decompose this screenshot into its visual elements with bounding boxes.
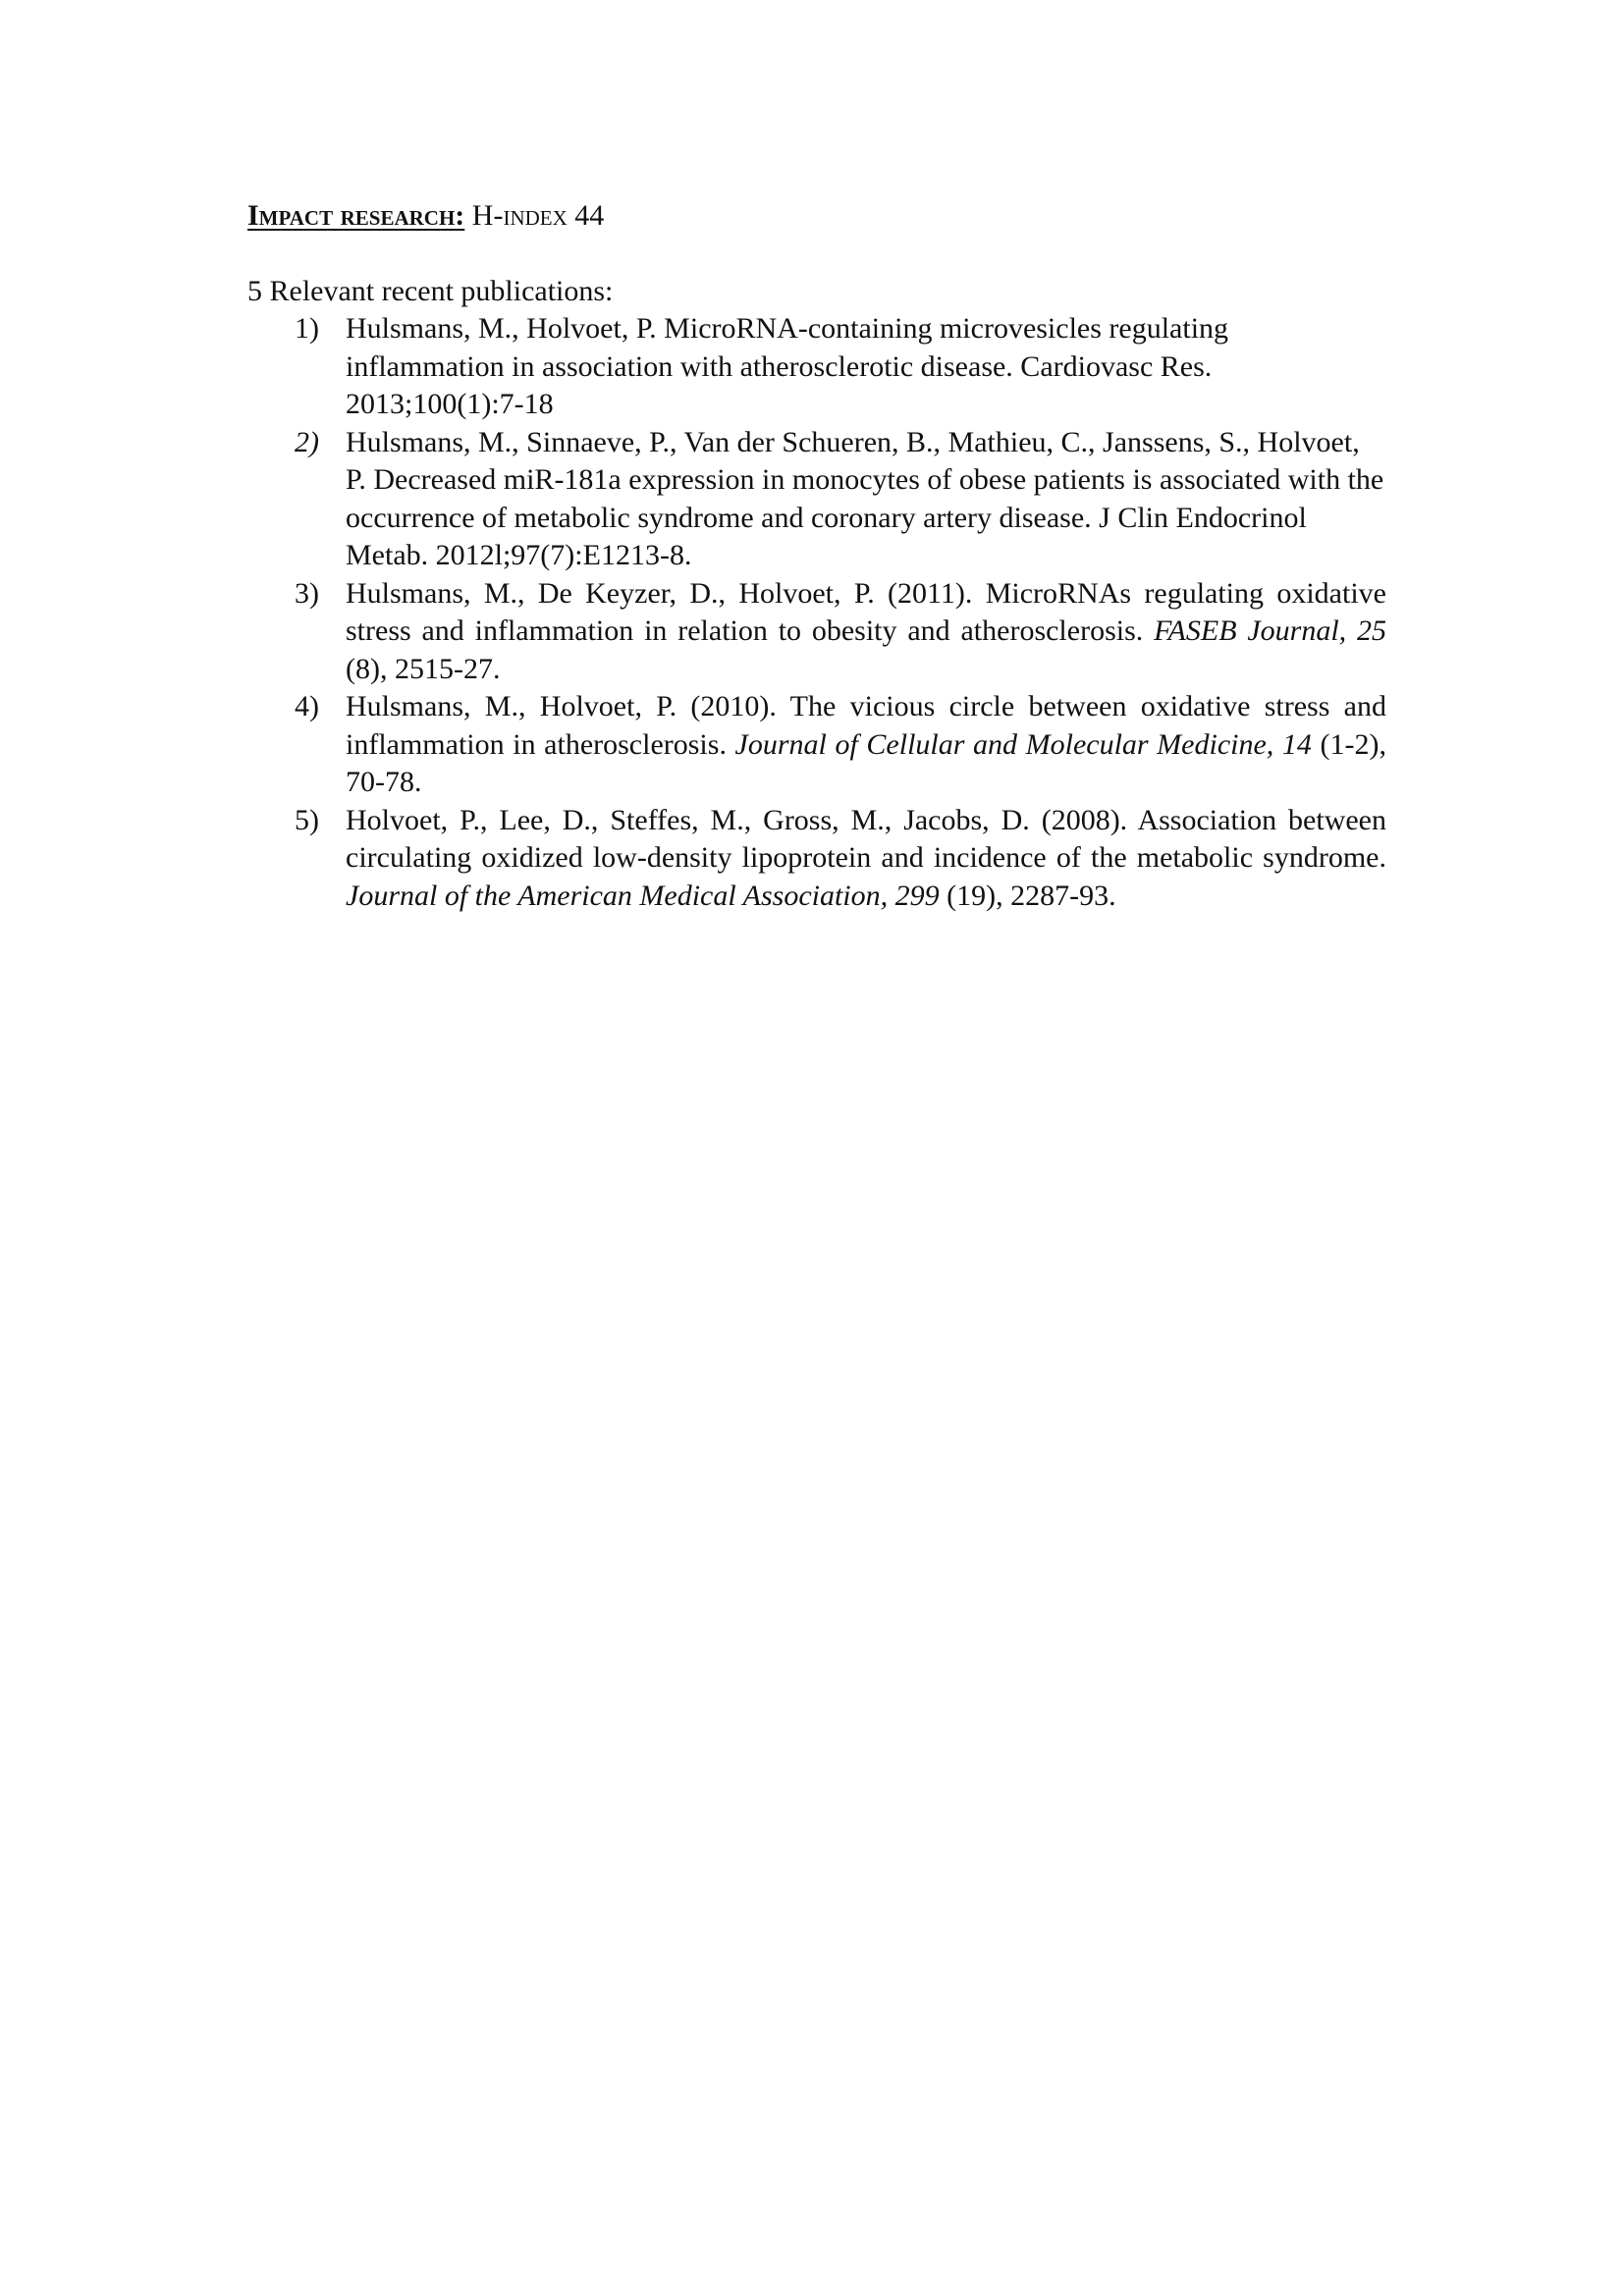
- publication-citation: [346, 802, 1386, 916]
- h-index-value: H-index 44: [464, 199, 605, 232]
- publication-citation: [346, 575, 1386, 689]
- publication-item-1: [247, 310, 1386, 424]
- journal-name: Journal of Cellular and Molecular Medicine, 14: [734, 727, 1312, 761]
- citation-text: Hulsmans, M., Sinnaeve, P., Van der Schueren, B., Mathieu, C., Janssens, S., Holvoet, P. Decreased miR-181a expression in monocytes of obese patients is associated with the occurrence of metabolic syndrome and coronary artery disease. J Clin Endocrinol Metab. 2012l;97(7):E1213-8.: [346, 425, 1384, 571]
- impact-research-label: Impact research:: [247, 199, 465, 232]
- journal-name: Journal of the American Medical Association, 299: [346, 879, 940, 912]
- publication-item-3: [247, 575, 1386, 689]
- publication-item-5: [247, 802, 1386, 916]
- publication-citation: [346, 424, 1386, 575]
- citation-text: Hulsmans, M., Holvoet, P. MicroRNA-containing microvesicles regulating inflammation in association with atherosclerotic disease. Cardiovasc Res. 2013;100(1):7-18: [346, 312, 1229, 420]
- citation-pages: (1-2), 70-78.: [346, 727, 1386, 798]
- publications-intro: 5 Relevant recent publications:: [247, 275, 614, 307]
- citation-text: Hulsmans, M., Holvoet, P. (2010). The vicious circle between oxidative stress and inflammation in atherosclerosis.: [346, 690, 1386, 761]
- citation-text: Holvoet, P., Lee, D., Steffes, M., Gross, M., Jacobs, D. (2008). Association between circulating oxidized low-density lipoprotein and incidence of the metabolic syndrome.: [346, 803, 1386, 874]
- publication-number: 2): [295, 425, 319, 458]
- publication-number: 1): [295, 312, 319, 345]
- publication-number: 4): [295, 690, 319, 722]
- publication-item-4: [247, 688, 1386, 802]
- publication-number: 3): [295, 576, 319, 610]
- impact-research-heading: [247, 196, 604, 236]
- citation-pages: (19), 2287-93.: [939, 879, 1116, 912]
- publication-number: 5): [295, 803, 319, 836]
- publication-citation: [346, 310, 1386, 424]
- citation-pages: (8), 2515-27.: [346, 652, 501, 685]
- citation-text: Hulsmans, M., De Keyzer, D., Holvoet, P. (2011). MicroRNAs regulating oxidative stress and inflammation in relation to obesity and atherosclerosis.: [346, 576, 1386, 647]
- publication-citation: [346, 688, 1386, 802]
- publication-list: [247, 310, 1386, 915]
- journal-name: FASEB Journal, 25: [1154, 614, 1387, 647]
- publication-item-2: [247, 424, 1386, 575]
